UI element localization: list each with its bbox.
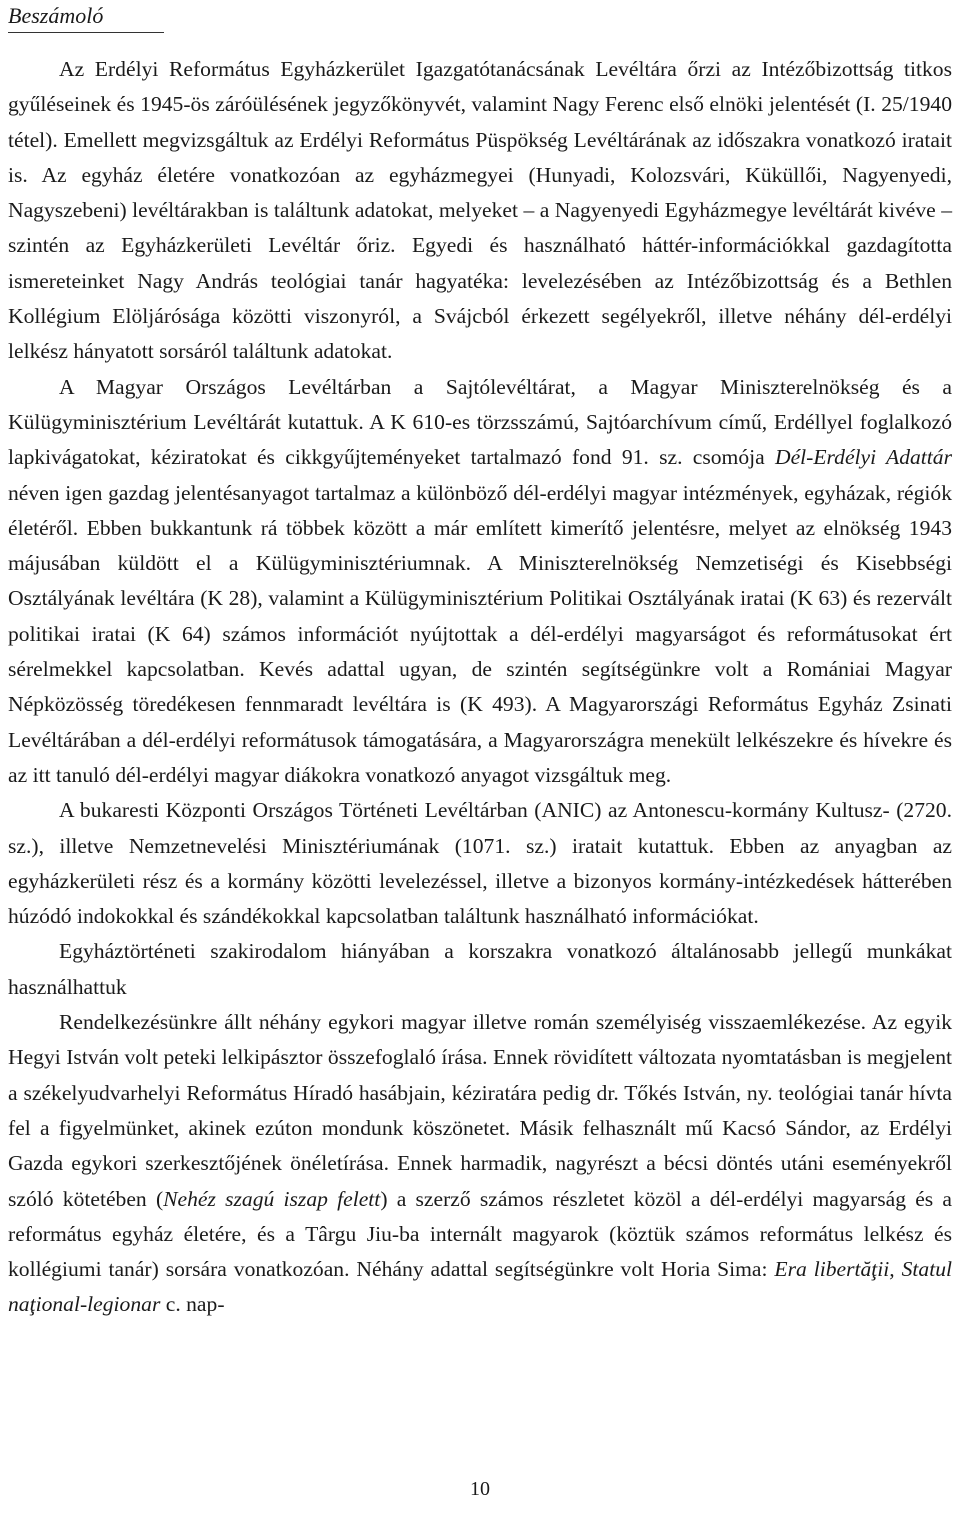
paragraph-3 xyxy=(8,793,952,934)
running-head: Beszámoló xyxy=(8,2,164,33)
paragraph-text: Egyháztörténeti szakirodalom hiányában a korszakra vonatkozó általánosabb jellegű munkákat használhattuk xyxy=(8,939,952,999)
paragraph-1 xyxy=(8,52,952,370)
paragraph-text: A bukaresti Központi Országos Történeti Levéltárban (ANIC) az Antonescu-kormány Kultusz- (2720. sz.), illetve Nemzetnevelési Minisztériumának (1071. sz.) iratait kutattuk. Ebben az anyagban az egyházkerületi rész és a kormány közötti levelezéssel, illetve a bizonyos kormány-intézkedések hátterében húzódó indokokkal és szándékokkal kapcsolatban találtunk használható információkat. xyxy=(8,798,952,929)
paragraph-5 xyxy=(8,1005,952,1323)
italic-title: Era libertăţii, Statul naţional-legionar xyxy=(8,1257,952,1317)
paragraph-4 xyxy=(8,934,952,1005)
italic-title: Dél-Erdélyi Adattár xyxy=(775,445,952,470)
paragraph-text: ) a szerző számos részletet közöl a dél-erdélyi magyarság és a református egyház életére, és a Târgu Jiu-ba internált magyarok (köztük számos református lelkész és kollégiumi tanár) sorsára vonatkozóan. Néhány adattal segítségünkre volt Horia Sima: xyxy=(8,1186,953,1282)
paragraph-text: A Magyar Országos Levéltárban a Sajtólevéltárat, a Magyar Miniszterelnökség és a Külügyminisztérium Levéltárát kutattuk. A K 610-es törzsszámú, Sajtóarchívum című, Erdéllyel foglalkozó lapkivágatokat, kéziratokat és cikkgyűjteményeket tartalmazó fond 91. sz. csomója xyxy=(8,374,952,470)
body-text xyxy=(8,52,952,1323)
page-number: 10 xyxy=(470,1478,490,1500)
paragraph-text: néven igen gazdag jelentésanyagot tartalmaz a különböző dél-erdélyi magyar intézmények, egyházak, régiók életéről. Ebben bukkantunk rá többek között a már említett kimerítő jelentésre, melyet az elnökség 1943 májusában küldött el a Külügyminisztériumnak. A Miniszterelnökség Nemzetiségi és Kisebbségi Osztályának levéltára (K 28), valamint a Külügyminisztérium Politikai Osztályának iratai (K 63) és rezervált politikai iratai (K 64) számos információt nyújtottak a dél-erdélyi magyarságot és reformátusokat ért sérelmekkel kapcsolatban. Kevés adattal ugyan, de szintén segítségünkre volt a Romániai Magyar Népközösség töredékesen fennmaradt levéltára is (K 493). A Magyarországi Református Egyház Zsinati Levéltárában a dél-erdélyi reformátusok támogatására, a Magyarországra menekült lelkészekre és hívekre és az itt tanuló dél-erdélyi magyar diákokra vonatkozó anyagot vizsgáltuk meg. xyxy=(8,480,952,787)
paragraph-text: c. nap- xyxy=(160,1292,225,1317)
paragraph-text: Az Erdélyi Református Egyházkerület Igazgatótanácsának Levéltára őrzi az Intézőbizottság titkos gyűléseinek és 1945-ös záróülésének jegyzőkönyvét, valamint Nagy Ferenc első elnöki jelentését (I. 25/1940 tétel). Emellett megvizsgáltuk az Erdélyi Református Püspökség Levéltárának az időszakra vonatkozó iratait is. Az egyház életére vonatkozóan az egyházmegyei (Hunyadi, Kolozsvári, Küküllői, Nagyenyedi, Nagyszebeni) levéltárakban is találtunk adatokat, melyeket – a Nagyenyedi Egyházmegye levéltárát kivéve – szintén az Egyházkerületi Levéltár őriz. Egyedi és használható háttér-információkkal gazdagította ismereteinket Nagy András teológiai tanár hagyatéka: levelezésében az Intézőbizottság és a Bethlen Kollégium Elöljárósága közötti viszonyról, a Svájcból érkezett segélyekről, illetve néhány dél-erdélyi lelkész hányatott sorsáról találtunk adatokat. xyxy=(8,57,952,364)
italic-title: Nehéz szagú iszap felett xyxy=(163,1186,381,1211)
paragraph-text: Rendelkezésünkre állt néhány egykori magyar illetve román személyiség visszaemlékezése. Az egyik Hegyi István volt peteki lelkipásztor összefoglaló írása. Ennek rövidített változata nyomtatásban is megjelent a székelyudvarhelyi Református Híradó hasábjain, kéziratára pedig dr. Tőkés István, ny. teológiai tanár hívta fel a figyelmünket, akinek ezúton mondunk köszönetet. Másik felhasznált mű Kacsó Sándor, az Erdélyi Gazda egykori szerkesztőjének önéletírása. Ennek harmadik, nagyrészt a bécsi döntés utáni eseményekről szóló kötetében ( xyxy=(8,1010,952,1211)
paragraph-2 xyxy=(8,370,952,794)
